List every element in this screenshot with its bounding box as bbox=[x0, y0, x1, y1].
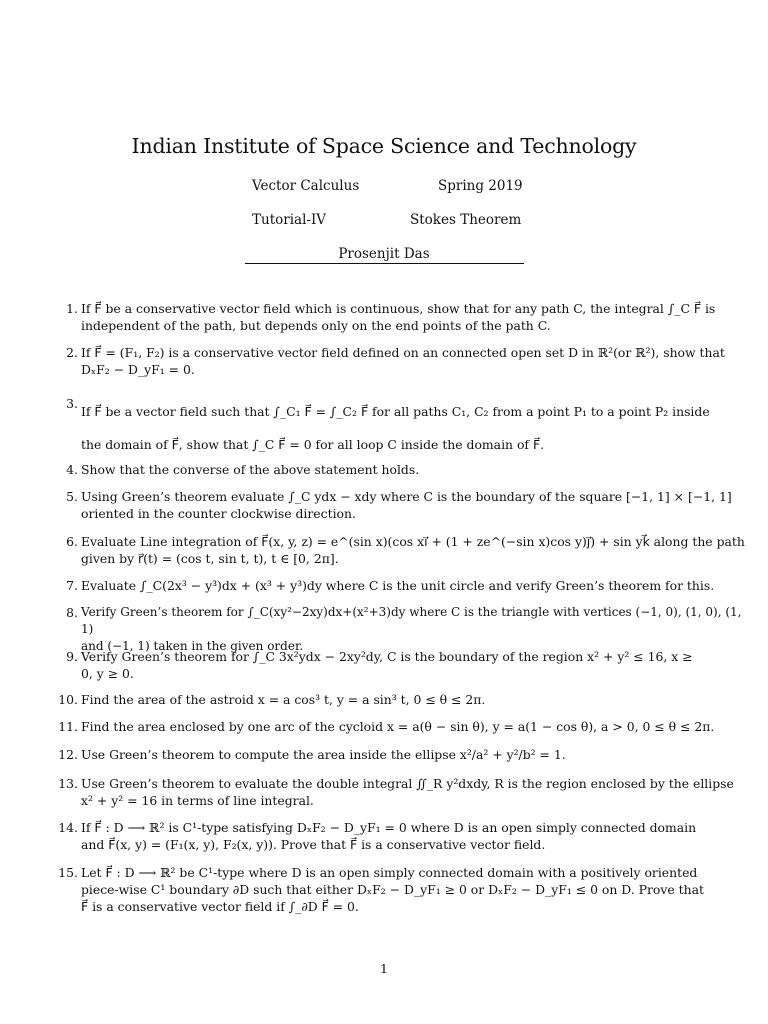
problem-text: Evaluate Line integration of F⃗(x, y, z) = e^(sin x)(cos xi⃗ + (1 + ze^(−sin x)cos y)j⃗) + sin yk⃗ along the path given by r⃗(t) = (cos t, sin t, t), t ∈ [0, 2π]. bbox=[81, 534, 745, 566]
problem-number: 14. bbox=[58, 820, 78, 835]
term: Spring 2019 bbox=[438, 178, 523, 194]
problem-number: 5. bbox=[66, 489, 78, 504]
topic: Stokes Theorem bbox=[410, 212, 522, 228]
institute-title: Indian Institute of Space Science and Technology bbox=[131, 134, 637, 158]
problem-text: Use Green’s theorem to compute the area inside the ellipse x²/a² + y²/b² = 1. bbox=[81, 747, 566, 762]
problem-number: 7. bbox=[66, 578, 78, 593]
problem-text: Let F⃗ : D ⟶ ℝ² be C¹-type where D is an open simply connected domain with a positively oriented piece-wise C¹ boundary ∂D such that either DₓF₂ − D_yF₁ ≥ 0 or DₓF₂ − D_yF₁ ≤ 0 on D. Prove that F⃗ is a conservative vector field if ∫_∂D F⃗ = 0. bbox=[81, 865, 704, 914]
author: Prosenjit Das bbox=[338, 246, 430, 262]
header-rule bbox=[245, 263, 524, 264]
problem-number: 10. bbox=[58, 692, 78, 707]
problem-text: Verify Green’s theorem for ∫_C(xy²−2xy)dx+(x²+3)dy where C is the triangle with vertices (−1, 0), (1, 0), (1, 1) and (−1, 1) taken in the given order. bbox=[81, 605, 742, 653]
problem-number: 1. bbox=[66, 301, 78, 316]
problem-text: Show that the converse of the above statement holds. bbox=[81, 462, 420, 477]
problem-number: 11. bbox=[58, 719, 78, 734]
problem-number: 15. bbox=[58, 865, 78, 880]
problem-number: 9. bbox=[66, 649, 78, 664]
page-number: 1 bbox=[380, 961, 388, 976]
problem-number: 6. bbox=[66, 534, 78, 549]
problem-number: 13. bbox=[58, 776, 78, 791]
problem-text: If F⃗ : D ⟶ ℝ² is C¹-type satisfying DₓF₂ − D_yF₁ = 0 where D is an open simply connected domain and F⃗(x, y) = (F₁(x, y), F₂(x, y)). Prove that F⃗ is a conservative vector field. bbox=[81, 820, 697, 852]
problem-text: Using Green’s theorem evaluate ∫_C ydx − xdy where C is the boundary of the square [−1, 1] × [−1, 1] oriented in the counter clockwise direction. bbox=[81, 489, 732, 521]
course-name: Vector Calculus bbox=[252, 178, 360, 194]
problem-number: 8. bbox=[66, 605, 78, 620]
problem-number: 4. bbox=[66, 462, 78, 477]
problem-text: Evaluate ∫_C(2x³ − y³)dx + (x³ + y³)dy where C is the unit circle and verify Green’s theorem for this. bbox=[81, 578, 715, 593]
problem-text: If F⃗ = (F₁, F₂) is a conservative vector field defined on an connected open set D in ℝ²(or ℝ²), show that DₓF₂ − D_yF₁ = 0. bbox=[81, 345, 725, 377]
problem-text: Use Green’s theorem to evaluate the double integral ∬_R y²dxdy, R is the region enclosed by the ellipse x² + y² = 16 in terms of line integral. bbox=[81, 776, 734, 808]
tutorial-number: Tutorial-IV bbox=[252, 212, 327, 228]
problem-number: 12. bbox=[58, 747, 78, 762]
problem-text: If F⃗ be a conservative vector field which is continuous, show that for any path C, the integral ∫_C F⃗ is independent of the path, but depends only on the end points of the path C. bbox=[81, 301, 716, 333]
problem-text: Verify Green’s theorem for ∫_C 3x²ydx − 2xy²dy, C is the boundary of the region x² + y² ≤ 16, x ≥ 0, y ≥ 0. bbox=[81, 649, 693, 681]
problem-text: Find the area of the astroid x = a cos³ t, y = a sin³ t, 0 ≤ θ ≤ 2π. bbox=[81, 692, 486, 707]
problem-text: Find the area enclosed by one arc of the cycloid x = a(θ − sin θ), y = a(1 − cos θ), a > 0, 0 ≤ θ ≤ 2π. bbox=[81, 719, 715, 734]
problem-text: If F⃗ be a vector field such that ∫_C₁ F⃗ = ∫_C₂ F⃗ for all paths C₁, C₂ from a point P₁ to a point P₂ inside the domain of F⃗, show that ∫_C F⃗ = 0 for all loop C inside the domain of F⃗. bbox=[81, 404, 710, 452]
problem-number: 2. bbox=[66, 345, 78, 360]
problem-number: 3. bbox=[66, 396, 78, 411]
